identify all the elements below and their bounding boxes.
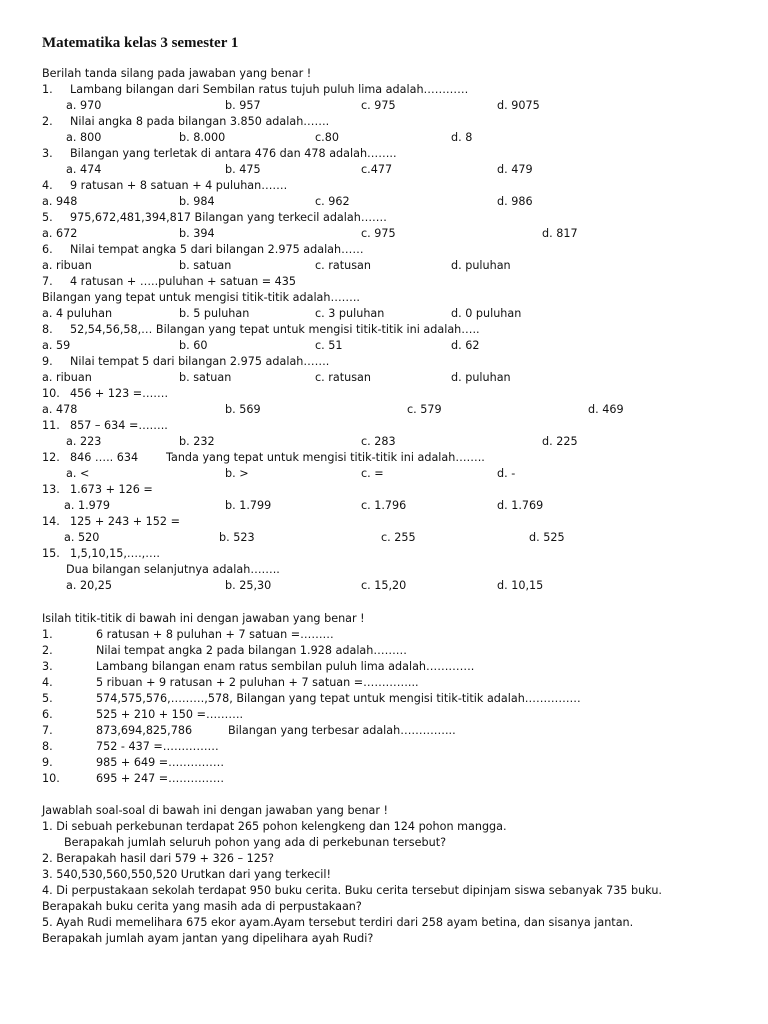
- option-a: a. 474: [66, 163, 102, 176]
- option-d: d. puluhan: [451, 259, 511, 272]
- page-title: Matematika kelas 3 semester 1: [42, 35, 239, 51]
- option-c: c. 1.796: [361, 499, 407, 512]
- option-d: d. 8: [451, 131, 473, 144]
- option-d: d. 525: [529, 531, 565, 544]
- option-c: c. 255: [381, 531, 416, 544]
- option-c: c. 975: [361, 227, 396, 240]
- option-d: d. 0 puluhan: [451, 307, 522, 320]
- option-c: c. 579: [407, 403, 442, 416]
- option-d: d. 469: [588, 403, 624, 416]
- option-b: b. 8.000: [179, 131, 226, 144]
- option-d: d. -: [497, 467, 516, 480]
- option-d: d. 62: [451, 339, 480, 352]
- option-c: c. ratusan: [315, 371, 371, 384]
- option-d: d. 1.769: [497, 499, 544, 512]
- option-c: c. 975: [361, 99, 396, 112]
- option-b: b. 569: [225, 403, 261, 416]
- option-a: a. 223: [66, 435, 102, 448]
- option-a: a. 4 puluhan: [42, 307, 113, 320]
- option-b: b. 5 puluhan: [179, 307, 250, 320]
- option-b: b. 984: [179, 195, 215, 208]
- option-b: b. 957: [225, 99, 261, 112]
- option-a: a. 478: [42, 403, 78, 416]
- option-c: c. 283: [361, 435, 396, 448]
- option-c: c.477: [361, 163, 393, 176]
- option-c: c. 962: [315, 195, 350, 208]
- option-b: b. 232: [179, 435, 215, 448]
- option-a: a. 672: [42, 227, 78, 240]
- option-c: c. =: [361, 467, 384, 480]
- option-a: a. 520: [64, 531, 100, 544]
- option-a: a. <: [66, 467, 90, 480]
- option-d: d. 225: [542, 435, 578, 448]
- option-b: b. 475: [225, 163, 261, 176]
- option-a: a. ribuan: [42, 259, 92, 272]
- option-d: d. 479: [497, 163, 533, 176]
- option-b: b. >: [225, 467, 249, 480]
- option-b: b. 1.799: [225, 499, 272, 512]
- option-c: c. 15,20: [361, 579, 407, 592]
- option-a: a. 20,25: [66, 579, 112, 592]
- option-d: d. 9075: [497, 99, 540, 112]
- option-a: a. 970: [66, 99, 102, 112]
- option-b: b. 60: [179, 339, 208, 352]
- option-d: d. 817: [542, 227, 578, 240]
- option-a: a. ribuan: [42, 371, 92, 384]
- option-a: a. 59: [42, 339, 71, 352]
- option-a: a. 800: [66, 131, 102, 144]
- option-a: a. 1.979: [64, 499, 110, 512]
- option-b: b. 523: [219, 531, 255, 544]
- option-d: d. puluhan: [451, 371, 511, 384]
- option-b: b. satuan: [179, 259, 232, 272]
- option-c: c.80: [315, 131, 339, 144]
- option-c: c. ratusan: [315, 259, 371, 272]
- option-d: d. 10,15: [497, 579, 544, 592]
- option-b: b. satuan: [179, 371, 232, 384]
- option-c: c. 51: [315, 339, 343, 352]
- option-c: c. 3 puluhan: [315, 307, 385, 320]
- option-b: b. 25,30: [225, 579, 272, 592]
- option-a: a. 948: [42, 195, 78, 208]
- option-b: b. 394: [179, 227, 215, 240]
- option-d: d. 986: [497, 195, 533, 208]
